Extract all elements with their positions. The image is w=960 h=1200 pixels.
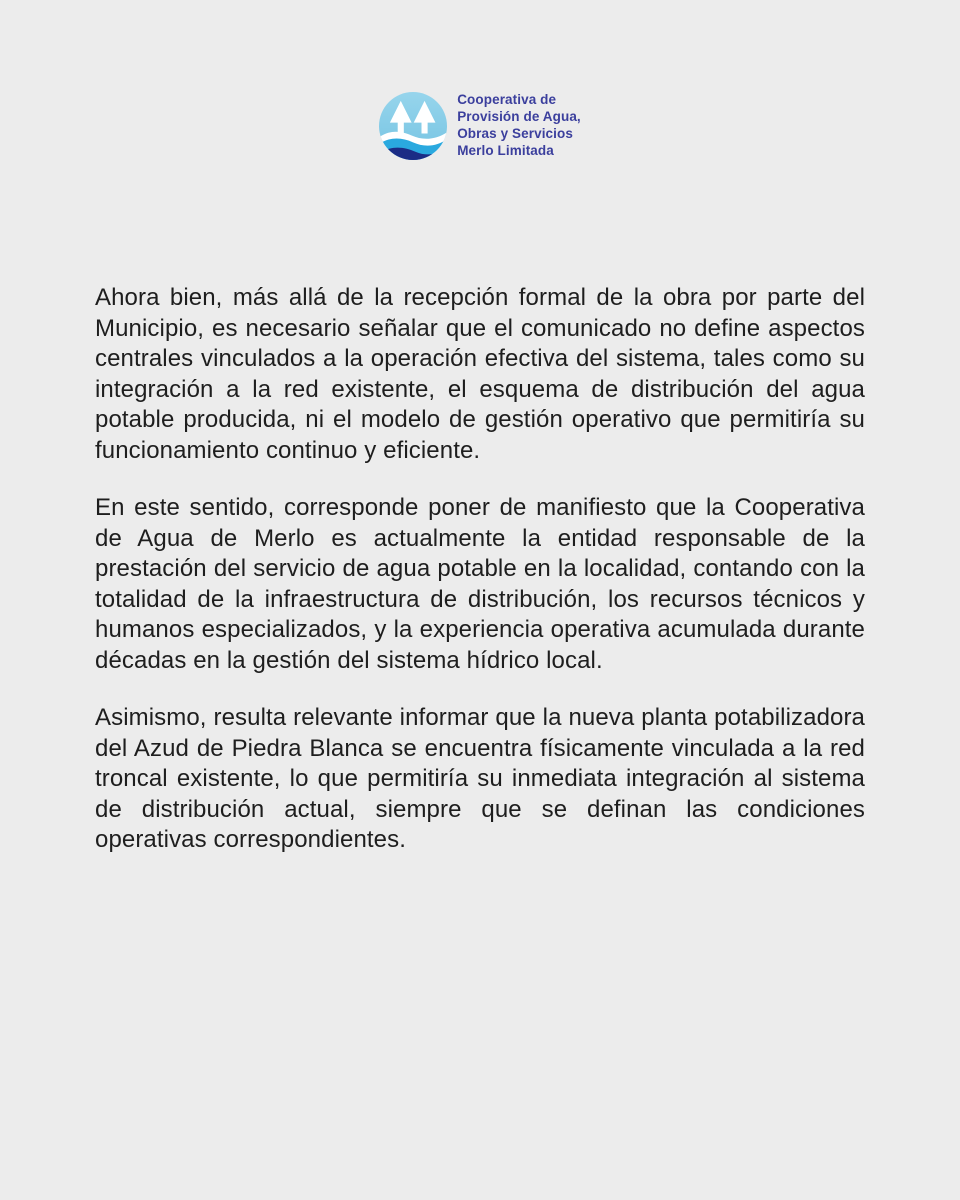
logo-text-line-3: Obras y Servicios bbox=[457, 126, 573, 141]
logo-text-line-1: Cooperativa de bbox=[457, 92, 557, 108]
logo-text bbox=[457, 92, 581, 159]
logo-text-line-4: Merlo Limitada bbox=[457, 142, 554, 158]
logo bbox=[0, 92, 960, 160]
document-body bbox=[95, 283, 865, 883]
paragraph-1: Ahora bien, más allá de la recepción formal de la obra por parte del Municipio, es necesario señalar que el comunicado no define aspectos centrales vinculados a la operación efectiva del sistema, tales como su integración a la red existente, el esquema de distribución del agua potable producida, ni el modelo de gestión operativo que permitiría su funcionamiento continuo y eficiente. bbox=[95, 284, 865, 464]
paragraph-2: En este sentido, corresponde poner de manifiesto que la Cooperativa de Agua de Merlo es actualmente la entidad responsable de la prestación del servicio de agua potable en la localidad, contando con la totalidad de la infraestructura de distribución, los recursos técnicos y humanos especializados, y la experiencia operativa acumulada durante décadas en la gestión del sistema hídrico local. bbox=[95, 494, 865, 674]
logo-text-line-2: Provisión de Agua, bbox=[457, 109, 581, 125]
trees-and-water-logo-icon bbox=[379, 92, 447, 160]
paragraph-3: Asimismo, resulta relevante informar que la nueva planta potabilizadora del Azud de Piedra Blanca se encuentra físicamente vinculada a la red troncal existente, lo que permitiría su inmediata integración al sistema de distribución actual, siempre que se definan las condiciones operativas correspondientes. bbox=[95, 704, 865, 853]
